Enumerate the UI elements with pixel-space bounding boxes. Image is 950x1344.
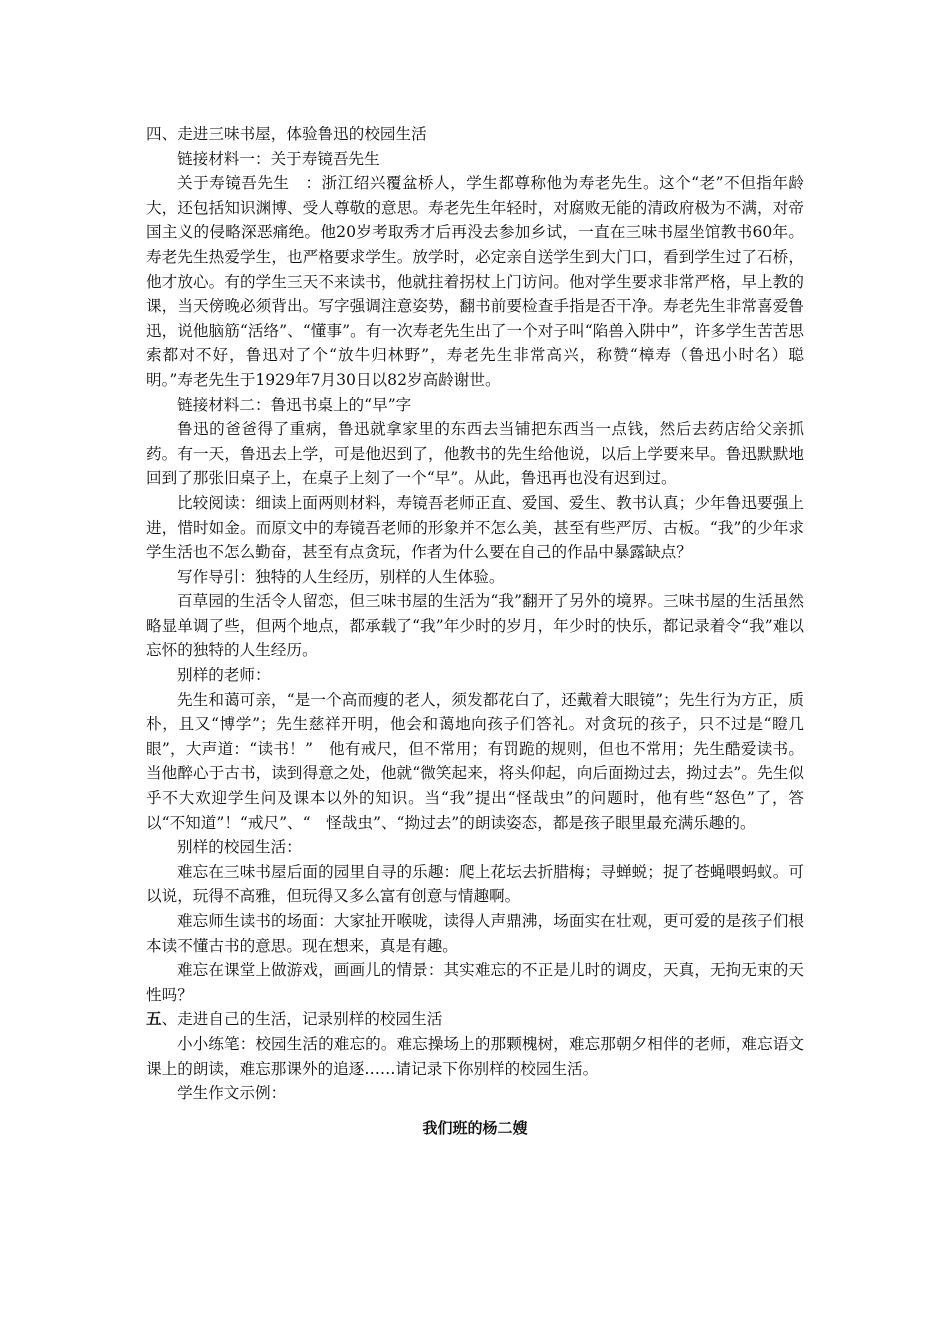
link-material-two-title: 链接材料二：鲁迅书桌上的“早”字	[177, 395, 412, 414]
document-page	[146, 122, 804, 1155]
link-material-two-body: 鲁迅的爸爸得了重病，鲁迅就拿家里的东西去当铺把东西当一点钱，然后去药店给父亲抓药。有一天，鲁迅去上学，可是他迟到了，他教书的先生给他说，以后上学要来早。鲁迅默默地回到了那张旧桌子上，在桌子上刻了一个“早”。从此，鲁迅再也没有迟到过。	[146, 420, 804, 488]
teacher-heading: 别样的老师：	[177, 666, 271, 685]
baicao-garden-paragraph: 百草园的生活令人留恋，但三味书屋的生活为“我”翻开了另外的境界。三味书屋的生活虽然略显单调了些，但两个地点，都承载了“我”年少时的岁月，年少时的快乐，都记录着令“我”难以忘怀的独特的人生经历。	[146, 592, 804, 660]
section-five-heading	[146, 1007, 804, 1032]
section-five-heading-text: 、走进自己的生活，记录别样的校园生活	[161, 1010, 443, 1029]
link-material-one-body: 关于寿镜吾先生 ：浙江绍兴覆盆桥人，学生都尊称他为寿老先生。这个“老”不但指年龄大，还包括知识渊博、受人尊敬的意思。寿老先生年轻时，对腐败无能的清政府极为不满，对帝国主义的侵略深恶痛绝。他20岁考取秀才后再没去参加乡试，一直在三味书屋坐馆教书60年。寿老先生热爱学生，也严格要求学生。放学时，必定亲自送学生到大门口，看到学生过了石桥，他才放心。有的学生三天不来读书，他就拄着拐杖上门访问。他对学生要求非常严格，早上教的课，当天傍晚必须背出。写字强调注意姿势，翻书前要检查手指是否干净。寿老先生非常喜爱鲁迅，说他脑筋“活络”、“懂事”。有一次寿老先生出了一个对子叫“陷兽入阱中”，许多学生苦苦思索都对不好，鲁迅对了个“放牛归林野”，寿老先生非常高兴，称赞“樟寿（鲁迅小时名）聪明。”寿老先生于1929年7月30日以82岁高龄谢世。	[146, 174, 804, 389]
section-four-heading: 四、走进三味书屋，体验鲁迅的校园生活	[146, 125, 427, 143]
practice-paragraph: 小小练笔：校园生活的难忘的。难忘操场上的那颗槐树，难忘那朝夕相伴的老师，难忘语文课上的朗读，难忘那课外的追逐……请记录下你别样的校园生活。	[146, 1034, 804, 1078]
section-five-number: 五	[146, 1009, 162, 1029]
example-label: 学生作文示例：	[177, 1084, 287, 1103]
compare-reading-paragraph: 比较阅读：细读上面两则材料，寿镜吾老师正直、爱国、爱生、教书认真；少年鲁迅要强上进，惜时如金。而原文中的寿镜吾老师的形象并不怎么美，甚至有些严厉、古板。“我”的少年求学生活也不怎么勤奋，甚至有点贪玩，作者为什么要在自己的作品中暴露缺点？	[146, 493, 804, 562]
campus-life-heading: 别样的校园生活：	[177, 838, 302, 857]
campus-paragraph-games: 难忘在课堂上做游戏，画画儿的情景：其实难忘的不正是儿时的调皮，天真，无拘无束的天性吗？	[146, 961, 804, 1004]
campus-paragraph-reading: 难忘师生读书的场面：大家扯开喉咙，读得人声鼎沸，场面实在壮观，更可爱的是孩子们根本读不懂古书的意思。现在想来，真是有趣。	[146, 912, 804, 955]
teacher-paragraph: 先生和蔼可亲，“是一个高而瘦的老人，须发都花白了，还戴着大眼镜”；先生行为方正，质朴，且又“博学”；先生慈祥开明，他会和蔼地向孩子们答礼。对贪玩的孩子，只不过是“瞪几眼”，大声道：“读书！” 他有戒尺，但不常用；有罚跪的规则，但也不常用；先生酷爱读书。当他醉心于古书，读到得意之处，他就“微笑起来，将头仰起，向后面拗过去，拗过去”。先生似乎不大欢迎学生问及课本以外的知识。当“我”提出“怪哉虫”的问题时，他有些“怒色”了，答以“不知道”！“戒尺”、“ 怪哉虫”、“拗过去”的朗读姿态，都是孩子眼里最充满乐趣的。	[146, 690, 804, 832]
writing-guide-paragraph: 写作导引：独特的人生经历，别样的人生体验。	[177, 567, 505, 586]
campus-paragraph-garden: 难忘在三味书屋后面的园里自寻的乐趣：爬上花坛去折腊梅；寻蝉蜕；捉了苍蝇喂蚂蚁。可以说，玩得不高雅，但玩得又多么富有创意与情趣啊。	[146, 862, 804, 906]
essay-title: 我们班的杨二嫂	[422, 1118, 528, 1137]
link-material-one-title: 链接材料一：关于寿镜吾先生	[177, 149, 380, 168]
